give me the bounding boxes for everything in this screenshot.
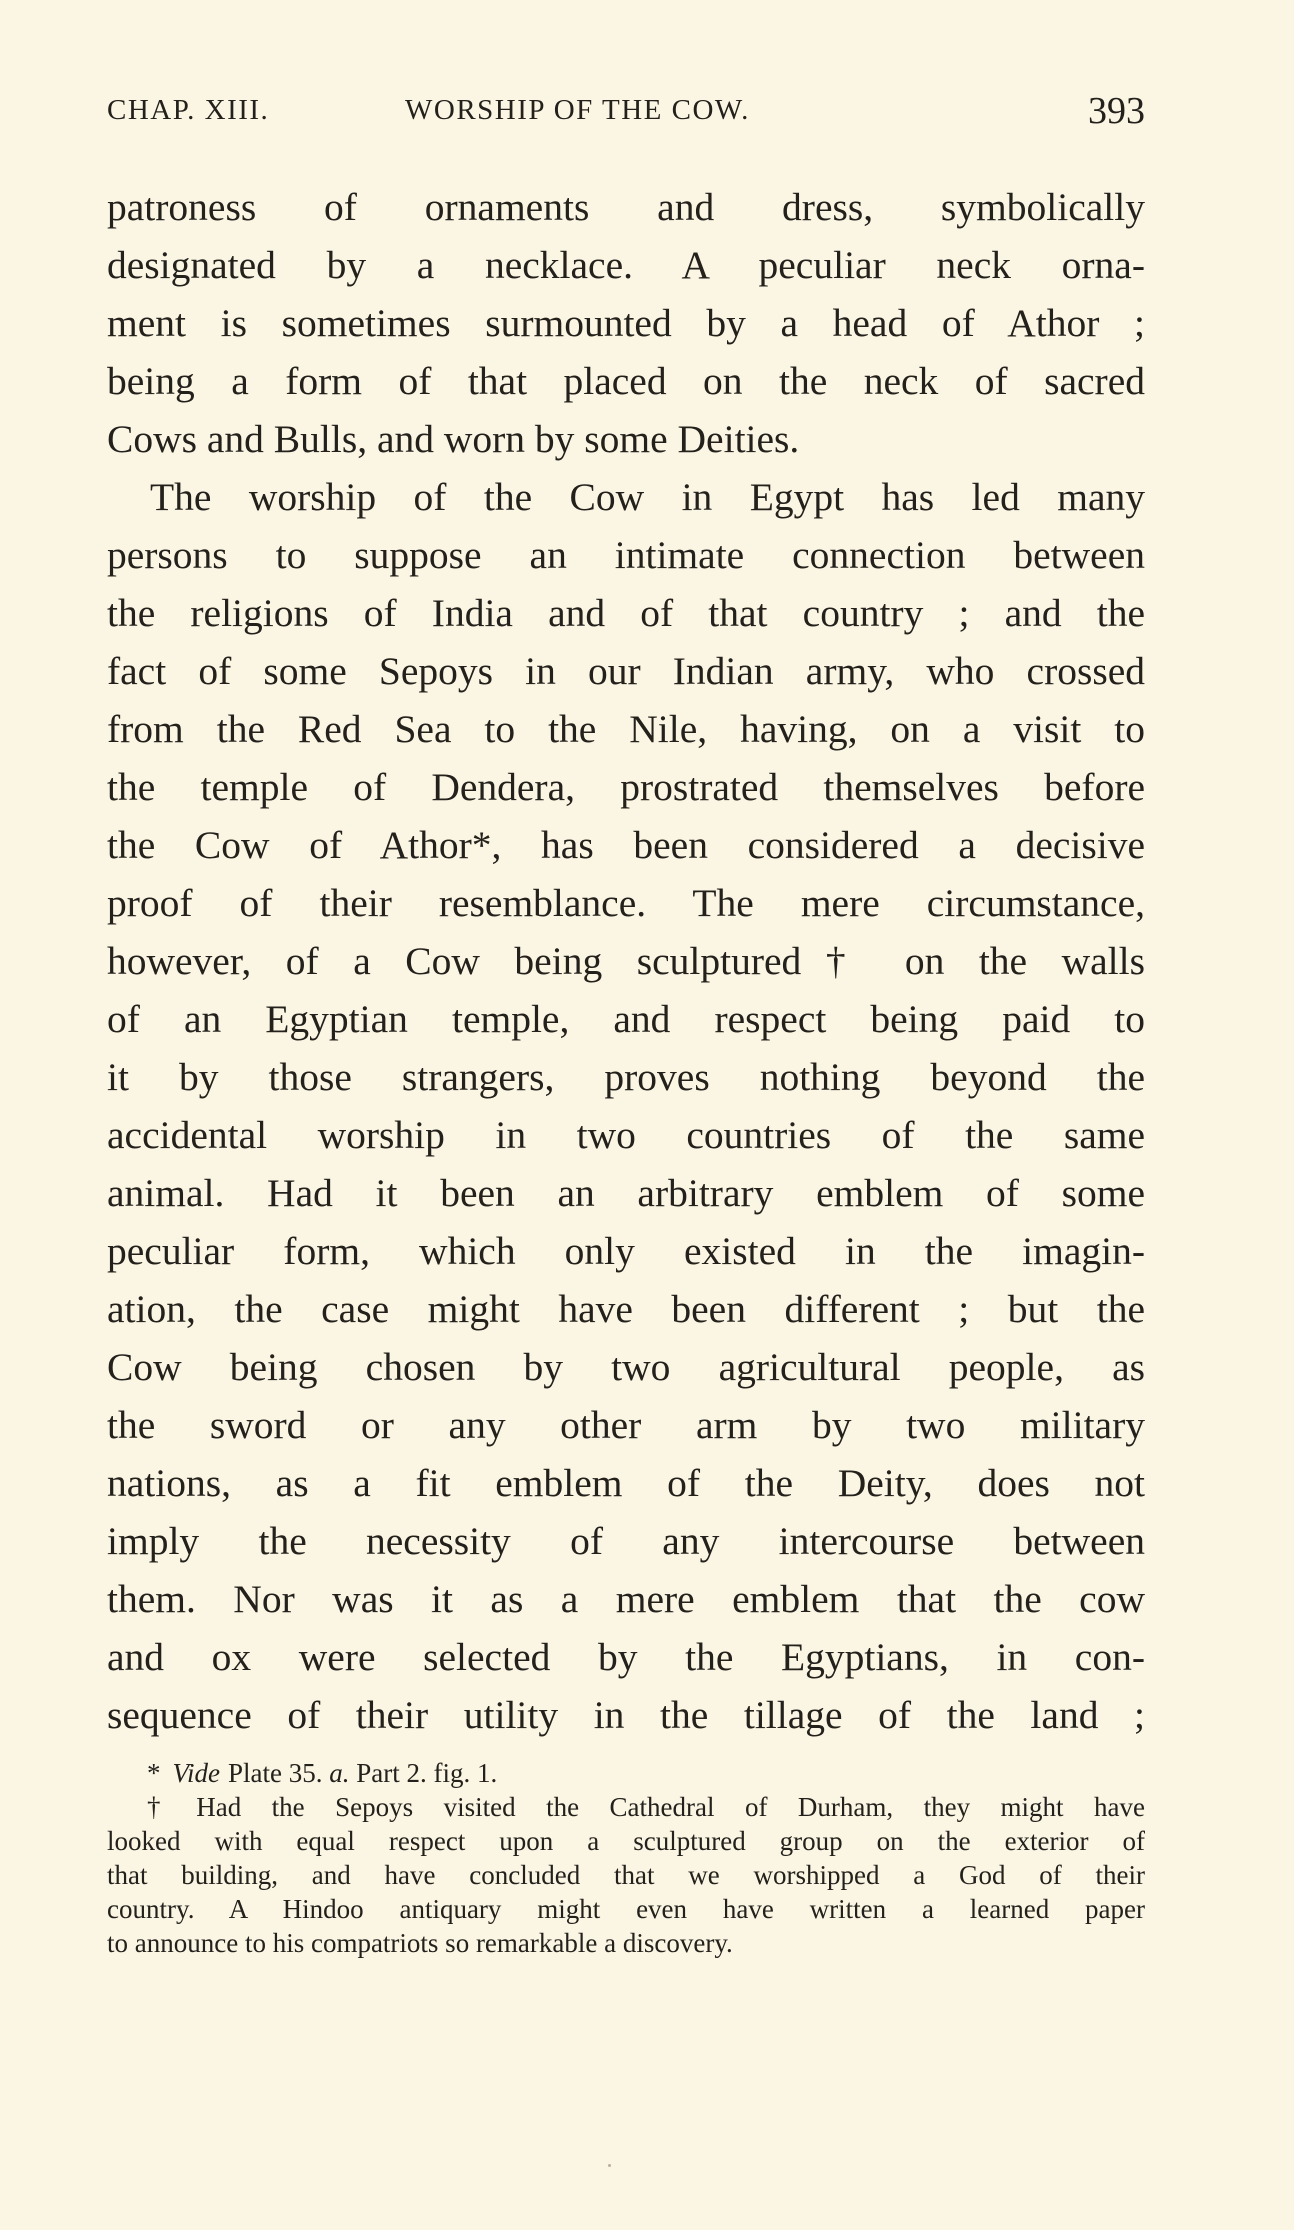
body-text — [107, 178, 1145, 1744]
text-line: nations, as a fit emblem of the Deity, does not — [107, 1461, 1145, 1505]
footnote-2-line: country. A Hindoo antiquary might even have written a learned paper — [107, 1894, 1145, 1924]
footnote-2-line: that building, and have concluded that we worshipped a God of their — [107, 1860, 1145, 1890]
text-line: fact of some Sepoys in our Indian army, who crossed — [107, 649, 1145, 693]
footnote-ref: Vide — [172, 1758, 220, 1788]
footnote-text: Plate 35. — [227, 1758, 323, 1788]
footnote-text: Had the Sepoys visited the Cathedral of Durham, they might have — [196, 1792, 1145, 1822]
text-line: The worship of the Cow in Egypt has led many — [150, 475, 1145, 519]
footnote-mark: † — [147, 1792, 185, 1822]
running-head — [107, 90, 1145, 138]
text-line: from the Red Sea to the Nile, having, on a visit to — [107, 707, 1145, 751]
footnote-rest: Part 2. fig. 1. — [356, 1758, 498, 1788]
text-line: ment is sometimes surmounted by a head of Athor ; — [107, 301, 1145, 345]
footnote-2-line: looked with equal respect upon a sculptured group on the exterior of — [107, 1826, 1145, 1856]
text-line: imply the necessity of any intercourse between — [107, 1519, 1145, 1563]
footnote-2-line: to announce to his compatriots so remarkable a discovery. — [107, 1928, 733, 1958]
text-line: Cows and Bulls, and worn by some Deities. — [107, 417, 800, 461]
text-line: proof of their resemblance. The mere circumstance, — [107, 881, 1145, 925]
chapter-label: CHAP. XIII. — [107, 94, 270, 126]
footnotes — [107, 1756, 1145, 1960]
text-line: the religions of India and of that country ; and the — [107, 591, 1145, 635]
text-line: accidental worship in two countries of the same — [107, 1113, 1145, 1157]
text-line: it by those strangers, proves nothing beyond the — [107, 1055, 1145, 1099]
footnote-mark: * — [147, 1758, 161, 1788]
text-line: ation, the case might have been different ; but the — [107, 1287, 1145, 1331]
page-number: 393 — [1088, 90, 1145, 132]
text-line: the temple of Dendera, prostrated themselves before — [107, 765, 1145, 809]
text-line: of an Egyptian temple, and respect being paid to — [107, 997, 1145, 1041]
text-line: however, of a Cow being sculptured† on the walls — [107, 939, 1145, 983]
text-line: animal. Had it been an arbitrary emblem of some — [107, 1171, 1145, 1215]
text-line: peculiar form, which only existed in the imagin- — [107, 1229, 1145, 1273]
text-line: patroness of ornaments and dress, symbolically — [107, 185, 1145, 229]
paper-speck — [608, 2164, 611, 2167]
footnote-1 — [107, 1756, 1145, 1790]
text-line: and ox were selected by the Egyptians, in con- — [107, 1635, 1145, 1679]
text-line: persons to suppose an intimate connection between — [107, 533, 1145, 577]
text-line: sequence of their utility in the tillage of the land ; — [107, 1693, 1145, 1737]
text-line: the Cow of Athor*, has been considered a decisive — [107, 823, 1145, 867]
text-line: being a form of that placed on the neck of sacred — [107, 359, 1145, 403]
text-line: designated by a necklace. A peculiar neck orna- — [107, 243, 1145, 287]
running-title: WORSHIP OF THE COW. — [405, 94, 750, 126]
footnote-ital: a. — [329, 1758, 350, 1788]
text-line: them. Nor was it as a mere emblem that the cow — [107, 1577, 1145, 1621]
text-line: Cow being chosen by two agricultural people, as — [107, 1345, 1145, 1389]
footnote-2-line — [107, 1790, 1145, 1824]
text-line: the sword or any other arm by two military — [107, 1403, 1145, 1447]
